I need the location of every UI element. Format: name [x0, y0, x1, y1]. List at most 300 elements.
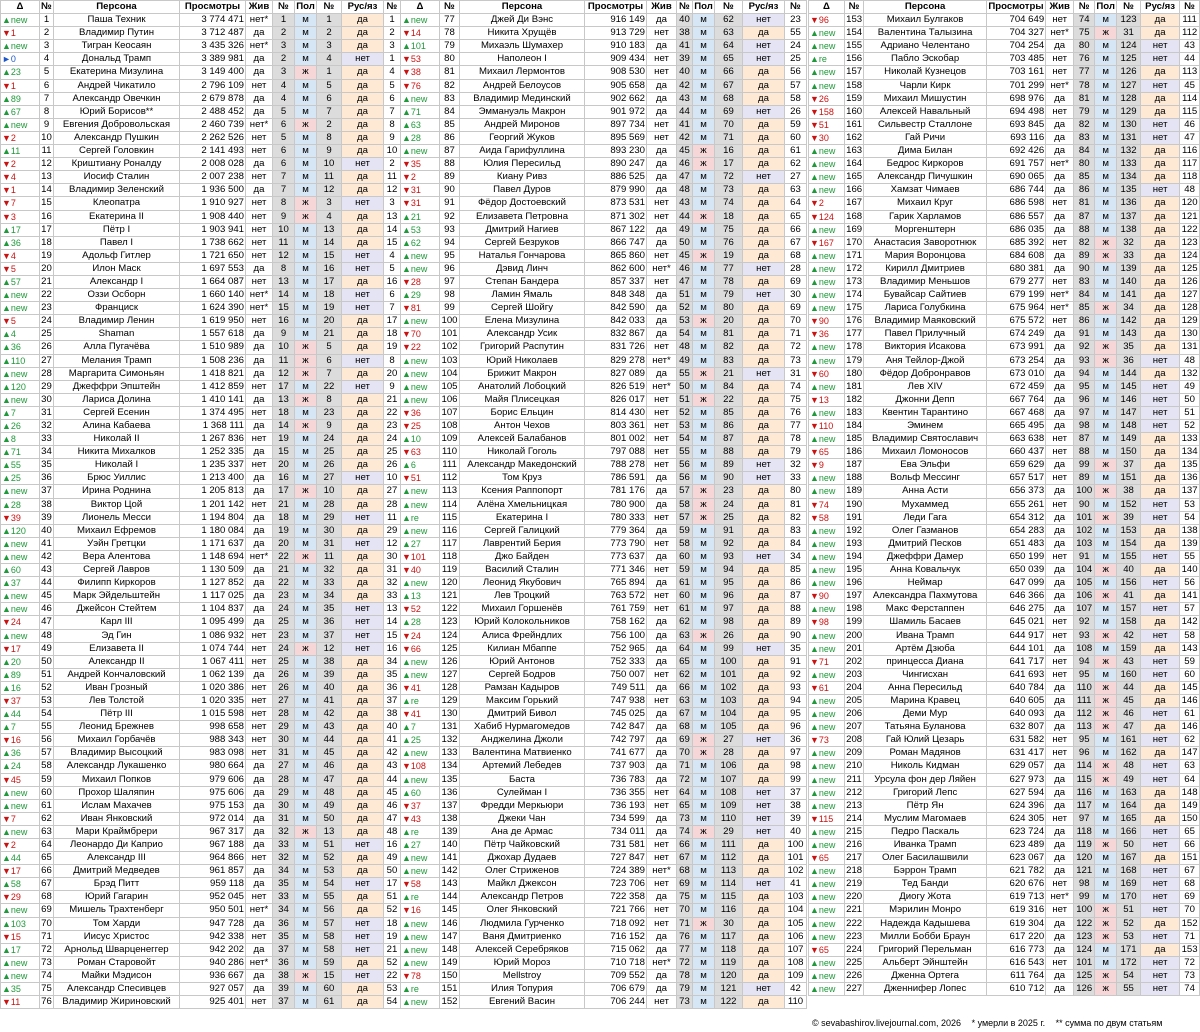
cell-person: Хамзат Чимаев: [864, 184, 986, 197]
cell-alive-rank: 96: [1074, 747, 1095, 760]
cell-gender-rank: 167: [1117, 852, 1141, 865]
cell-views: 684 608: [986, 249, 1045, 262]
table-row: [809, 472, 1200, 485]
table-row: [809, 878, 1200, 891]
cell-rank: 209: [846, 747, 863, 759]
cell-gender-rank: 88: [715, 446, 743, 459]
cell-gender: м: [1095, 289, 1117, 302]
cell-gender: м: [693, 14, 715, 27]
cell-delta: ▼36: [809, 328, 845, 341]
cell-russian-rank: 48: [1180, 184, 1200, 197]
table-row: [401, 655, 807, 668]
cell-person: Шамиль Басаев: [864, 616, 986, 629]
cell-views: 1 201 142: [180, 498, 246, 511]
cell-russian-rank: 103: [785, 891, 807, 904]
cell-delta: ▲new: [401, 773, 440, 786]
table-row: [401, 642, 807, 655]
cell-russian-rank: 65: [1180, 825, 1200, 838]
cell-rank: 185: [846, 433, 863, 445]
cell-alive-rank: 71: [677, 917, 693, 930]
cell-delta: ▲new: [809, 694, 845, 707]
cell-alive-rank: 92: [1074, 341, 1095, 354]
cell-russian: нет: [1141, 773, 1180, 786]
cell-gender-rank: 35: [317, 603, 342, 616]
column-3: [808, 0, 1200, 996]
header-alive: Жив: [246, 1, 273, 14]
table-row: [401, 236, 807, 249]
cell-views: 913 729: [585, 27, 647, 40]
table-row: [1, 721, 401, 734]
cell-gender-rank: 134: [1117, 171, 1141, 184]
cell-rank: 110: [440, 446, 460, 459]
cell-rank: 32: [41, 420, 52, 431]
table-row: [809, 852, 1200, 865]
cell-russian: да: [342, 996, 384, 1009]
cell-person: Анна Ковальчук: [864, 564, 986, 577]
cell-russian: да: [1141, 616, 1180, 629]
cell-delta: ▲60: [1, 564, 40, 577]
cell-gender-rank: 82: [715, 341, 743, 354]
cell-delta: ▼41: [401, 708, 440, 721]
table-row: [809, 275, 1200, 288]
cell-russian-rank: 56: [1180, 577, 1200, 590]
cell-russian: нет: [743, 53, 785, 66]
cell-alive: да: [1046, 799, 1074, 812]
cell-alive-rank: 83: [1074, 131, 1095, 144]
cell-russian: да: [743, 406, 785, 419]
cell-alive: нет: [647, 603, 677, 616]
cell-gender: м: [693, 262, 715, 275]
cell-russian-rank: 57: [785, 79, 807, 92]
cell-alive: да: [246, 524, 273, 537]
cell-person: Александр III: [54, 852, 180, 865]
cell-russian: да: [1141, 66, 1180, 79]
cell-alive: нет: [647, 511, 677, 524]
table-row: [401, 27, 807, 40]
cell-rank: 118: [440, 550, 460, 563]
cell-russian: да: [342, 393, 384, 406]
cell-alive-rank: 70: [677, 904, 693, 917]
table-row: [401, 420, 807, 433]
cell-alive-rank: 33: [273, 839, 295, 852]
cell-russian-rank: 52: [1180, 420, 1200, 433]
cell-person: Владимир Святославич: [864, 433, 986, 446]
cell-alive: нет: [246, 236, 273, 249]
cell-views: 741 677: [585, 747, 647, 760]
cell-rank: 101: [441, 328, 458, 340]
cell-person: Криштиану Роналду: [54, 158, 180, 171]
cell-gender: ж: [1095, 341, 1117, 354]
cell-gender: м: [295, 79, 317, 92]
cell-russian-rank: 69: [785, 302, 807, 315]
cell-gender-rank: 92: [715, 537, 743, 550]
cell-russian-rank: 45: [384, 786, 401, 799]
cell-delta: ▲new: [1, 14, 40, 27]
cell-alive-rank: 92: [1074, 616, 1095, 629]
cell-gender-rank: 69: [715, 105, 743, 118]
cell-views: 829 278: [585, 354, 647, 367]
table-row: [1, 406, 401, 419]
cell-person: Хабиб Нурмагомедов: [460, 721, 585, 734]
cell-alive-rank: 99: [1074, 891, 1095, 904]
cell-alive-rank: 51: [677, 393, 693, 406]
cell-person: Алиса Фрейндлих: [460, 629, 585, 642]
cell-alive-rank: 59: [677, 524, 693, 537]
cell-russian-rank: 1: [384, 53, 401, 66]
cell-gender: ж: [1095, 760, 1117, 773]
cell-russian-rank: 15: [384, 236, 401, 249]
cell-russian-rank: 147: [1181, 747, 1198, 759]
table-row: [1, 904, 401, 917]
cell-russian-rank: 24: [785, 40, 807, 53]
cell-delta: ▲new: [401, 852, 440, 865]
cell-delta: ▼167: [809, 236, 845, 249]
cell-rank: 221: [846, 904, 863, 916]
cell-russian-rank: 146: [1181, 721, 1198, 733]
cell-alive-rank: 64: [677, 786, 693, 799]
cell-views: 967 317: [180, 825, 246, 838]
cell-alive: нет: [246, 930, 273, 943]
cell-gender: м: [1095, 197, 1117, 210]
cell-rank: 72: [41, 943, 52, 955]
cell-russian-rank: 42: [785, 983, 807, 996]
cell-views: 686 557: [986, 210, 1045, 223]
cell-gender-rank: 28: [317, 498, 342, 511]
cell-gender-rank: 74: [715, 197, 743, 210]
cell-gender: ж: [1095, 773, 1117, 786]
cell-gender-rank: 13: [317, 223, 342, 236]
cell-rank: 206: [846, 708, 863, 720]
cell-russian-rank: 5: [384, 79, 401, 92]
cell-alive: нет: [647, 878, 677, 891]
cell-gender: м: [1095, 616, 1117, 629]
cell-delta: ▼65: [809, 852, 845, 865]
cell-gender: м: [1095, 406, 1117, 419]
cell-gender: м: [295, 302, 317, 315]
cell-alive-rank: 82: [1074, 236, 1095, 249]
cell-rank: 1: [40, 14, 54, 27]
cell-delta: ▲new: [809, 537, 845, 550]
cell-rank: 99: [440, 302, 460, 315]
cell-alive: да: [246, 603, 273, 616]
cell-person: Николай Кузнецов: [864, 66, 986, 79]
cell-delta: ▲new: [809, 773, 845, 786]
cell-russian: нет: [743, 472, 785, 485]
cell-delta: ▲11: [1, 145, 40, 158]
cell-alive-rank: 122: [1074, 917, 1095, 930]
cell-russian: да: [743, 708, 785, 721]
cell-gender: м: [693, 694, 715, 707]
table-row: [1, 92, 401, 105]
cell-russian: да: [342, 367, 384, 380]
cell-rank: 155: [846, 40, 863, 52]
cell-gender-rank: 145: [1117, 380, 1141, 393]
cell-views: 1 194 804: [180, 511, 246, 524]
cell-delta: ▼110: [809, 420, 845, 433]
cell-russian: да: [342, 694, 384, 707]
cell-gender: м: [295, 433, 317, 446]
cell-alive-rank: 13: [273, 275, 295, 288]
cell-alive: да: [647, 498, 677, 511]
cell-gender: м: [1095, 446, 1117, 459]
cell-person: Карл III: [54, 616, 180, 629]
cell-russian: да: [1141, 537, 1180, 550]
cell-person: Джеффри Дамер: [864, 550, 986, 563]
cell-gender-rank: 122: [715, 996, 743, 1009]
cell-alive: да: [647, 655, 677, 668]
cell-gender-rank: 73: [715, 184, 743, 197]
cell-alive-rank: 81: [1074, 92, 1095, 105]
cell-rank: 86: [440, 131, 460, 144]
ranking-table: [808, 0, 1200, 996]
cell-russian: да: [1141, 197, 1180, 210]
cell-russian: нет: [1141, 118, 1180, 131]
cell-gender-rank: 52: [1117, 917, 1141, 930]
cell-gender: м: [693, 603, 715, 616]
cell-rank: 83: [440, 92, 460, 105]
cell-views: 780 900: [585, 498, 647, 511]
cell-russian: да: [1141, 262, 1180, 275]
cell-alive: да: [246, 105, 273, 118]
cell-russian-rank: 56: [785, 66, 807, 79]
cell-views: 3 435 326: [180, 40, 246, 53]
cell-rank: 159: [846, 92, 863, 104]
cell-gender-rank: 155: [1117, 550, 1141, 563]
cell-rank: 136: [441, 786, 458, 798]
cell-alive-rank: 75: [1074, 27, 1095, 40]
cell-rank: 28: [41, 367, 52, 379]
cell-views: 927 057: [180, 983, 246, 996]
cell-alive-rank: 9: [273, 328, 295, 341]
cell-person: Людмила Гурченко: [460, 917, 585, 930]
cell-russian: нет: [1141, 825, 1180, 838]
cell-delta: ▲new: [1, 825, 40, 838]
cell-person: Милли Бобби Браун: [864, 930, 986, 943]
cell-gender-rank: 2: [317, 118, 342, 131]
cell-delta: ▼1: [1, 79, 40, 92]
cell-gender-rank: 151: [1117, 472, 1141, 485]
cell-alive: да: [246, 158, 273, 171]
cell-gender-rank: 171: [1117, 943, 1141, 956]
cell-person: Ана де Армас: [460, 825, 585, 838]
cell-alive-rank: 90: [1074, 262, 1095, 275]
table-row: [1, 930, 401, 943]
cell-gender: м: [693, 406, 715, 419]
cell-person: Андрей Белоусов: [460, 79, 585, 92]
cell-rank: 227: [846, 983, 863, 995]
table-row: [401, 812, 807, 825]
cell-views: 895 569: [585, 131, 647, 144]
cell-alive-rank: 14: [273, 289, 295, 302]
table-row: [1, 420, 401, 433]
cell-delta: ▼14: [401, 27, 440, 40]
header-rank: №: [844, 1, 864, 14]
table-row: [401, 577, 807, 590]
cell-alive-rank: 118: [1074, 825, 1095, 838]
cell-russian-rank: 16: [384, 642, 401, 655]
cell-russian-rank: 138: [1181, 524, 1198, 536]
cell-gender: м: [693, 983, 715, 996]
cell-gender: м: [693, 616, 715, 629]
cell-alive-rank: 5: [273, 131, 295, 144]
cell-views: 1 624 390: [180, 302, 246, 315]
cell-delta: ▲120: [1, 524, 40, 537]
cell-person: Иван Янковский: [54, 812, 180, 825]
cell-russian: нет: [1141, 760, 1180, 773]
cell-person: Степан Бандера: [460, 275, 585, 288]
cell-alive: да: [246, 773, 273, 786]
cell-gender-rank: 15: [317, 969, 342, 982]
cell-gender: м: [295, 956, 317, 969]
cell-alive: нет: [647, 537, 677, 550]
cell-views: 703 161: [986, 66, 1045, 79]
cell-gender-rank: 48: [317, 786, 342, 799]
cell-alive-rank: 81: [1074, 197, 1095, 210]
header-alive-rank: №: [1074, 1, 1095, 14]
cell-gender-rank: 93: [715, 550, 743, 563]
cell-alive: да: [246, 825, 273, 838]
cell-russian-rank: 117: [1180, 158, 1200, 171]
cell-views: 1 020 335: [180, 694, 246, 707]
cell-gender: м: [1095, 956, 1117, 969]
cell-views: 763 572: [585, 590, 647, 603]
cell-gender-rank: 89: [715, 459, 743, 472]
cell-russian: да: [1141, 275, 1180, 288]
cell-gender: м: [295, 839, 317, 852]
cell-alive: да: [246, 983, 273, 996]
cell-person: Джейсон Стейтем: [54, 603, 180, 616]
cell-rank: 193: [846, 537, 863, 549]
cell-russian-rank: 53: [384, 983, 401, 996]
header-alive: Жив: [647, 1, 677, 14]
cell-person: Том Круз: [460, 472, 585, 485]
cell-russian: да: [342, 171, 384, 184]
cell-gender: ж: [1095, 969, 1117, 982]
cell-gender-rank: 50: [1117, 839, 1141, 852]
cell-russian-rank: 33: [384, 590, 401, 603]
cell-gender: ж: [295, 642, 317, 655]
cell-gender: м: [295, 406, 317, 419]
table-row: [401, 14, 807, 27]
cell-views: 623 489: [986, 839, 1045, 852]
cell-russian-rank: 11: [384, 171, 401, 184]
cell-alive: да: [246, 812, 273, 825]
cell-delta: ▲7: [1, 406, 40, 419]
cell-views: 1 508 236: [180, 354, 246, 367]
cell-gender: м: [295, 511, 317, 524]
cell-gender-rank: 7: [317, 105, 342, 118]
cell-delta: ▼37: [1, 694, 40, 707]
cell-views: 686 598: [986, 197, 1045, 210]
cell-delta: ▲new: [401, 668, 440, 681]
cell-gender: м: [693, 275, 715, 288]
cell-russian-rank: 16: [384, 275, 401, 288]
cell-delta: ▼58: [401, 878, 440, 891]
table-row: [809, 262, 1200, 275]
cell-rank: 127: [441, 668, 458, 680]
cell-delta: ▲new: [809, 433, 845, 446]
cell-views: 627 594: [986, 786, 1045, 799]
cell-gender: м: [693, 577, 715, 590]
cell-views: 657 517: [986, 472, 1045, 485]
header-gender: Пол: [694, 1, 713, 12]
cell-rank: 190: [846, 498, 863, 510]
cell-russian-rank: 4: [384, 66, 401, 79]
cell-views: 647 099: [986, 577, 1045, 590]
cell-views: 718 092: [585, 917, 647, 930]
cell-alive-rank: 48: [677, 341, 693, 354]
cell-russian-rank: 34: [785, 550, 807, 563]
cell-gender-rank: 67: [715, 79, 743, 92]
cell-russian-rank: 19: [384, 930, 401, 943]
cell-russian: да: [342, 721, 384, 734]
cell-gender-rank: 4: [317, 53, 342, 66]
table-row: [809, 40, 1200, 53]
cell-views: 826 017: [585, 393, 647, 406]
table-row: [401, 524, 807, 537]
cell-views: 654 283: [986, 524, 1045, 537]
cell-gender: м: [295, 223, 317, 236]
cell-delta: ▲new: [809, 472, 845, 485]
cell-gender-rank: 53: [1117, 930, 1141, 943]
cell-russian: нет: [1141, 734, 1180, 747]
cell-rank: 27: [41, 354, 52, 366]
cell-russian: да: [743, 930, 785, 943]
cell-russian-rank: 106: [785, 930, 807, 943]
cell-rank: 71: [41, 930, 52, 942]
cell-views: 2 141 493: [180, 145, 246, 158]
cell-alive: да: [1046, 92, 1074, 105]
cell-delta: ▲29: [401, 289, 440, 302]
cell-views: 1 180 084: [180, 524, 246, 537]
cell-person: Филипп Киркоров: [54, 577, 180, 590]
cell-russian: нет: [1141, 708, 1180, 721]
cell-gender-rank: 168: [1117, 865, 1141, 878]
cell-gender-rank: 46: [1117, 708, 1141, 721]
cell-alive: нет: [647, 131, 677, 144]
table-row: [809, 197, 1200, 210]
table-row: [1, 852, 401, 865]
cell-russian-rank: 65: [785, 210, 807, 223]
cell-russian-rank: 146: [1181, 694, 1198, 706]
cell-alive-rank: 51: [677, 289, 693, 302]
cell-alive-rank: 32: [273, 852, 295, 865]
cell-russian: да: [342, 577, 384, 590]
cell-person: Олег Басилашвили: [864, 852, 986, 865]
table-row: [1, 341, 401, 354]
cell-gender: ж: [295, 118, 317, 131]
cell-rank: 148: [441, 943, 458, 955]
cell-gender: ж: [693, 210, 715, 223]
cell-gender-rank: 3: [317, 197, 342, 210]
cell-alive-rank: 67: [677, 852, 693, 865]
cell-russian-rank: 149: [1181, 799, 1198, 811]
cell-views: 644 917: [986, 629, 1045, 642]
cell-russian-rank: 152: [1181, 917, 1198, 929]
table-row: [401, 786, 807, 799]
cell-views: 703 485: [986, 53, 1045, 66]
cell-alive: нет: [1046, 668, 1074, 681]
cell-delta: ▲re: [401, 825, 440, 838]
cell-alive-rank: 12: [273, 249, 295, 262]
cell-delta: ▼24: [1, 616, 40, 629]
cell-alive: да: [1046, 839, 1074, 852]
cell-russian-rank: 2: [384, 27, 401, 40]
table-row: [401, 262, 807, 275]
cell-views: 831 726: [585, 341, 647, 354]
cell-gender: м: [295, 721, 317, 734]
cell-alive-rank: 114: [1074, 760, 1095, 773]
